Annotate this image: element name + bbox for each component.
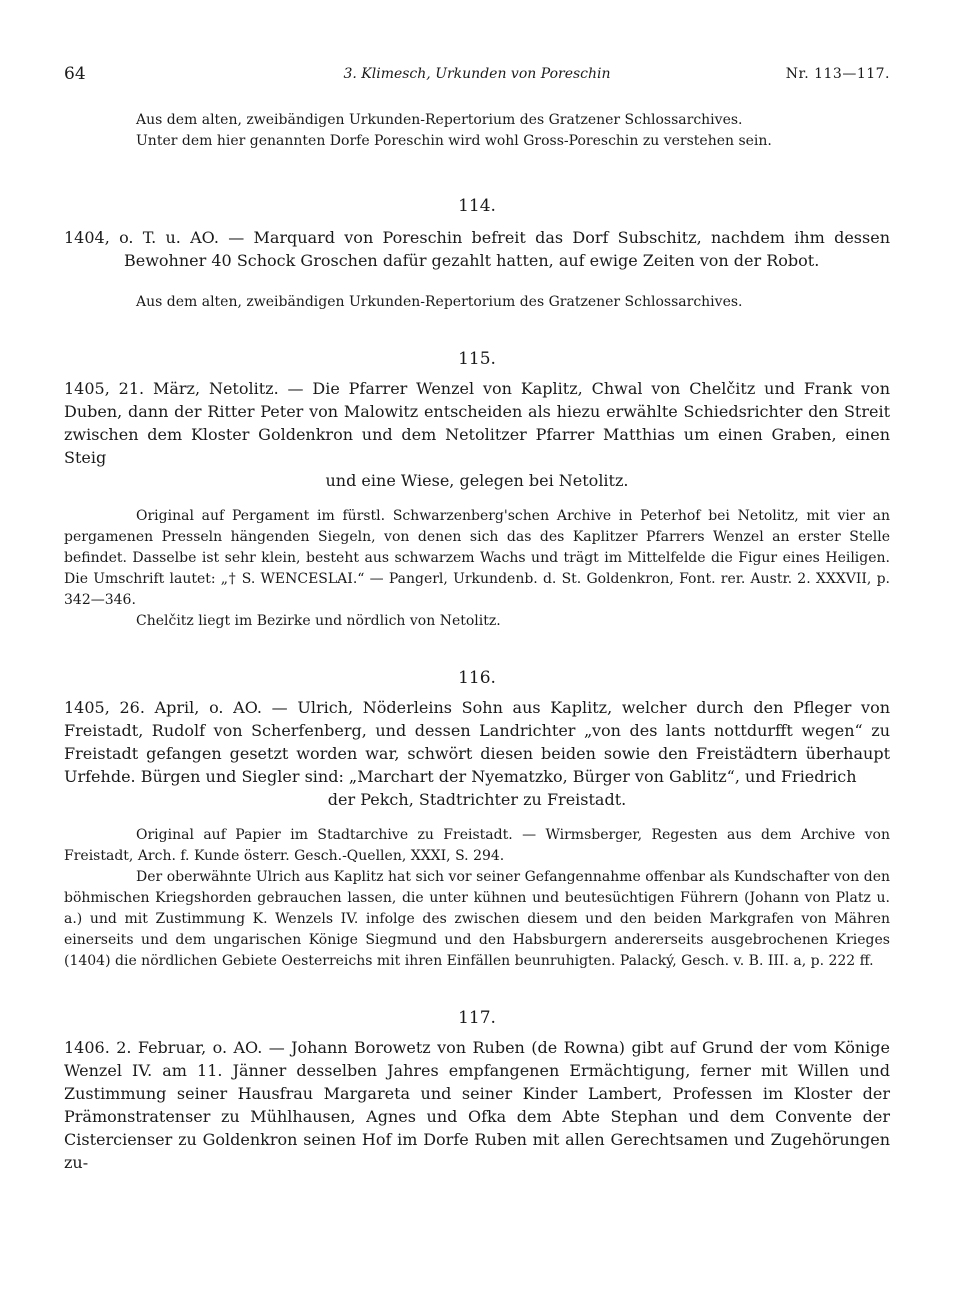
page-header — [64, 64, 890, 92]
commentary-note: Chelčitz liegt im Bezirke und nördlich von Netolitz. — [136, 613, 501, 629]
regest-text: 1404, o. T. u. AO. — Marquard von Poreschin befreit das Dorf Subschitz, nachdem ihm dessen Bewohner 40 Schock Groschen dafür gezahlt hatten, auf ewige Zeiten von der Robot. — [64, 228, 890, 270]
source-note: Original auf Pergament im fürstl. Schwarzenberg'schen Archive in Peterhof bei Netolitz, mit vier an pergamenen Presseln hängenden Siegeln, von denen sich das des Kaplitzer Pfarrers Wenzel an erster Stelle befindet. Dasselbe ist sehr klein, besteht aus schwarzem Wachs und trägt im Mittelfelde die Figur eines Heiligen. Die Umschrift lautet: „† S. WENCESLAI.“ — Pangerl, Urkundenb. d. St. Goldenkron, Font. rer. Austr. 2. XXXVII, p. 342—346. — [64, 508, 890, 608]
regest-main: 1405, 21. März, Netolitz. — Die Pfarrer Wenzel von Kaplitz, Chwal von Chelčitz und Frank von Duben, dann der Ritter Peter von Malowitz entscheiden als hiezu erwählte Schiedsrichter den Streit zwischen dem Kloster Goldenkron und dem Netolitzer Pfarrer Matthias um einen Graben, einen Steig — [64, 379, 890, 467]
entry-115 — [64, 349, 890, 632]
commentary-note: Unter dem hier genannten Dorfe Poreschin wird wohl Gross-Poreschin zu verstehen sein. — [136, 133, 772, 149]
regest-text — [64, 377, 890, 492]
entry-number: 117. — [458, 1008, 496, 1028]
running-title: 3. Klimesch, Urkunden von Poreschin — [343, 66, 611, 82]
entry-number: 116. — [458, 668, 496, 688]
document-page — [64, 64, 890, 1174]
regest-main: 1405, 26. April, o. AO. — Ulrich, Nöderleins Sohn aus Kaplitz, welcher durch den Pfleger von Freistadt, Rudolf von Scherfenberg, und dessen Landrichter „von des lants nottdurfft wegen“ zu Freistadt gefangen gesetzt worden war, schwört diesen beiden sowie den Freistädtern überhaupt Urfehde. Bürgen und Siegler sind: „Marchart der Nyematzko, Bürger von Gablitz“, und Friedrich — [64, 698, 890, 786]
source-note: Aus dem alten, zweibändigen Urkunden-Repertorium des Gratzener Schlossarchives. — [136, 294, 743, 310]
source-note: Original auf Papier im Stadtarchive zu Freistadt. — Wirmsberger, Regesten aus dem Archive von Freistadt, Arch. f. Kunde österr. Gesch.-Quellen, XXXI, S. 294. — [64, 827, 890, 864]
entry-113-tail — [64, 110, 890, 152]
commentary-note: Der oberwähnte Ulrich aus Kaplitz hat sich vor seiner Gefangennahme offenbar als Kundschafter von den böhmischen Kriegshorden gebrauchen lassen, die unter kühnen und beutesüchtigen Führern (Johann von Platz u. a.) und mit Zustimmung K. Wenzels IV. infolge des zwischen diesem und den beiden Markgrafen von Mähren einerseits und dem ungarischen Könige Siegmund und den Habsburgern andererseits ausgebrochenen Krieges (1404) die nördlichen Gebiete Oesterreichs mit ihren Einfällen beunruhigten. Palacký, Gesch. v. B. III. a, p. 222 ff. — [64, 869, 890, 969]
entry-number: 115. — [458, 349, 496, 369]
regest-text — [64, 696, 890, 811]
entry-range: Nr. 113—117. — [785, 66, 890, 82]
regest-last-line: der Pekch, Stadtrichter zu Freistadt. — [327, 790, 627, 809]
regest-last-line: und eine Wiese, gelegen bei Netolitz. — [325, 471, 629, 490]
regest-text: 1406. 2. Februar, o. AO. — Johann Borowetz von Ruben (de Rowna) gibt auf Grund der vom Könige Wenzel IV. am 11. Jänner desselben Jahres empfangenen Ermächtigung, ferner mit Willen und Zustimmung seiner Hausfrau Margareta und seiner Kinder Lambert, Professen im Kloster der Prämonstratenser zu Mühlhausen, Agnes und Ofka dem Abte Stephan und dem Convente der Cistercienser zu Goldenkron seinen Hof im Dorfe Ruben mit allen Gerechtsamen und Zugehörungen zu- — [64, 1038, 890, 1172]
source-note: Aus dem alten, zweibändigen Urkunden-Repertorium des Gratzener Schlossarchives. — [136, 112, 743, 128]
entry-114 — [64, 196, 890, 313]
entry-116 — [64, 668, 890, 972]
entry-number: 114. — [458, 196, 496, 216]
page-number: 64 — [64, 64, 86, 84]
entry-117 — [64, 1008, 890, 1174]
